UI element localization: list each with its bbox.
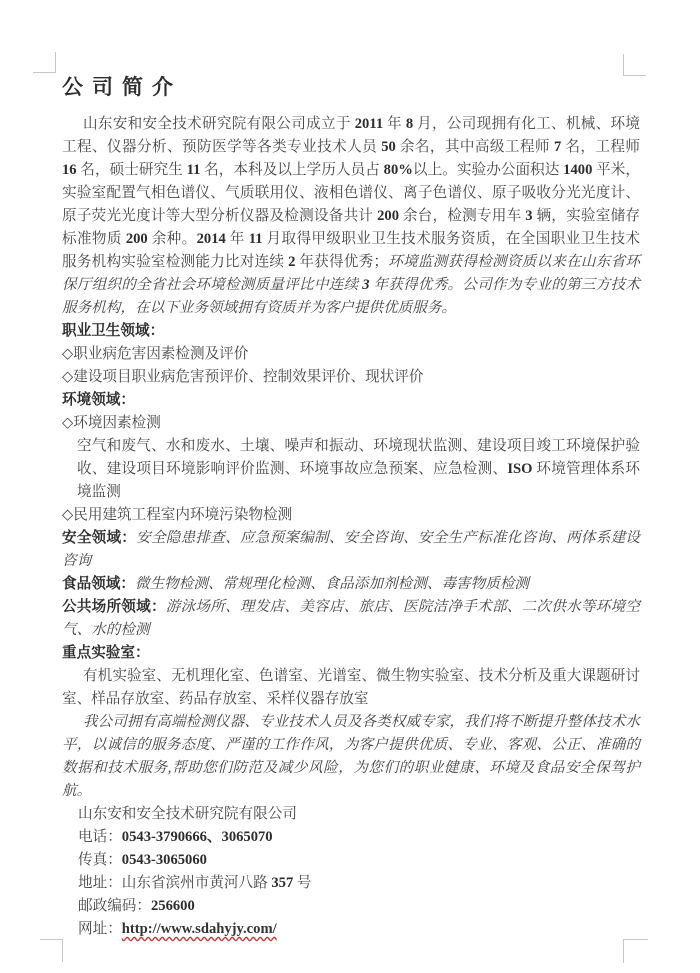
margin-crop-mark-bottom-left [40,939,63,962]
bullet-civil-building-pollutant-detection: ◇民用建筑工程室内环境污染物检测 [62,507,293,523]
website-link[interactable]: http://www.sdahyjy.com/ [121,921,277,937]
text-segment: 余种。 [147,231,197,247]
text-segment: 年 [383,116,406,132]
contact-zipcode-line [78,895,640,918]
bullet-construction-project-evaluation: ◇建设项目职业病危害预评价、控制效果评价、现状评价 [62,369,424,385]
text-segment: 余台，检测专用车 [398,208,526,224]
text-segment: 200 [125,231,148,247]
text-segment: 7 [554,139,562,155]
text-segment: 名，本科及以上学历人员占 [200,162,384,178]
text-segment: 以上。实验办公面积达 [412,162,564,178]
text-segment: 2014 [196,231,226,247]
text-segment: 环境监测获得检测资质以来在山东省环保厅组织的全省社会环境检测质量评比中连续 [62,254,640,293]
margin-crop-mark-bottom-right [623,939,648,963]
bullet-occupational-disease-detection: ◇职业病危害因素检测及评价 [62,346,249,362]
contact-block [62,803,640,941]
environment-detail-list [62,435,640,504]
closing-paragraph: 我公司拥有高端检测仪器、专业技术人员及各类权威专家，我们将不断提升整体技术水平，以诚信的服务态度、严谨的工作作风，为客户提供优质、专业、客观、公正、准确的数据和技术服务,帮助您们防范及减少风险，为您们的职业健康、环境及食品安全保驾护航。 [62,714,640,799]
contact-address-line [78,872,640,895]
text-segment: 0543-3065060 [121,852,207,868]
heading-key-laboratories: 重点实验室： [62,645,150,661]
text-segment: 微生物检测、常规理化检测、食品添加剂检测、毒害物质检测 [134,576,530,592]
contact-phone-line [78,826,640,849]
text-segment: ISO [507,461,533,477]
text-segment: 年 [225,231,249,247]
text-segment: 公共场所领域： [62,599,166,615]
text-segment: 年获得优秀； [295,254,389,270]
text-segment: 年获得优秀。公司作为专业的第三方技术服务机构，在以下业务领域拥有资质并为客户提供优质服务。 [62,277,640,316]
text-segment: 山东安和安全技术研究院有限公司成立于 [83,116,355,132]
text-segment: 余名，其中高级工程师 [395,139,555,155]
text-segment: 辆，实验室储存标准物质 [62,208,640,247]
text-segment: 电话： [78,829,122,845]
text-segment: 50 [381,139,396,155]
text-segment: 游泳场所、理发店、美容店、旅店、医院洁净手术部、二次供水等环境空气、水的检测 [62,599,640,638]
contact-company-name: 山东安和安全技术研究院有限公司 [78,806,297,822]
margin-crop-mark-top-right [623,54,646,76]
text-segment: 空气和废气、水和废水、土壤、噪声和振动、环境现状监测、建设项目竣工环境保护验收、建设项目环境影响评价监测、环境事故应急预案、应急检测、 [77,438,640,477]
text-segment: 月，公司现拥有化工、机械、环境工程、仪器分析、预防医学等各类专业技术人员 [62,116,640,155]
safety-domain-line [62,527,640,573]
text-segment: 3 [525,208,533,224]
text-segment: 邮政编码： [78,898,151,914]
bullet-environment-factor-detection: ◇环境因素检测 [62,415,161,431]
text-segment: 地址：山东省滨州市黄河八路 [78,875,272,891]
contact-website-line [78,918,640,941]
text-segment: 357 [271,875,294,891]
food-domain-line [62,573,640,596]
public-places-domain-line [62,596,640,642]
website-label: 网址： [78,921,122,937]
page-title: 公司简介 [62,75,182,99]
contact-fax-line [78,849,640,872]
text-segment: 号 [293,875,312,891]
text-segment: 11 [248,231,263,247]
text-segment: 名，工程师 [561,139,640,155]
text-segment: 0543-3790666、3065070 [121,829,273,845]
margin-crop-mark-top-left [33,52,56,73]
text-segment: 200 [377,208,399,224]
heading-occupational-health: 职业卫生领域： [62,323,165,339]
text-segment: 传真： [78,852,122,868]
key-laboratories-rooms: 有机实验室、无机理化室、色谱室、光谱室、微生物实验室、技术分析及重大课题研讨室、样品存放室、药品存放室、采样仪器存放室 [62,668,640,707]
text-segment: 16 [62,162,77,178]
text-segment: 80% [383,162,413,178]
text-segment: 11 [186,162,201,178]
text-segment: 3 [362,277,370,293]
heading-environment: 环境领域： [62,392,135,408]
document-content [62,74,640,941]
text-segment: 2011 [354,116,384,132]
text-segment: 安全隐患排查、应急预案编制、安全咨询、安全生产标准化咨询、两体系建设咨询 [62,530,640,569]
text-segment: 月取得甲级职业卫生技术服务资质，在全国职业卫生技术服务机构实验室检测能力比对连续 [62,231,640,270]
text-segment: 8 [405,116,414,132]
text-segment: 1400 [563,162,593,178]
intro-paragraph [62,113,640,320]
text-segment: 2 [288,254,296,270]
text-segment: 食品领域： [62,576,135,592]
text-segment: 环境管理体系环境监测 [77,461,640,500]
text-segment: 平米，实验室配置气相色谱仪、气质联用仪、液相色谱仪、离子色谱仪、原子吸收分光光度计、原子荧光光度计等大型分析仪器及检测设备共计 [62,162,640,224]
text-segment: 安全领域： [62,530,137,546]
text-segment: 名，硕士研究生 [76,162,187,178]
text-segment: 256600 [150,898,195,914]
